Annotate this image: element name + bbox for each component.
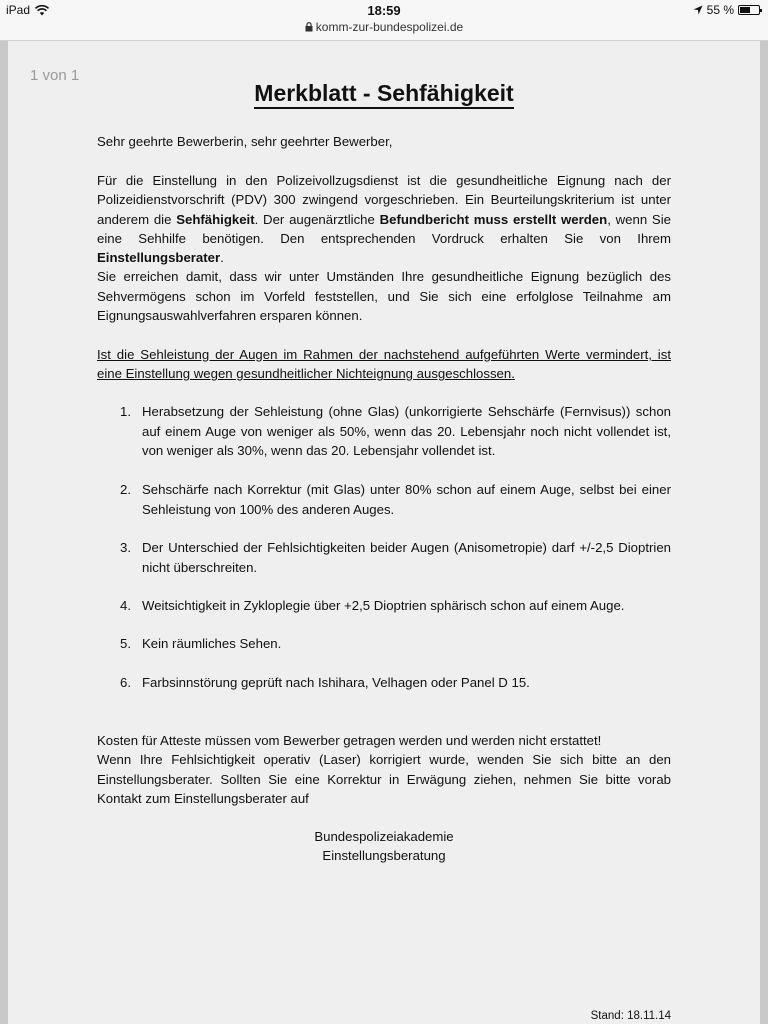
salutation: Sehr geehrte Bewerberin, sehr geehrter Bewerber, [97,134,393,149]
intro-bold-2: Befundbericht muss erstellt werden [379,211,608,227]
location-arrow-icon [693,5,703,15]
status-time: 18:59 [367,3,401,18]
battery-icon [738,5,760,15]
exclusion-notice: Ist die Sehleistung der Augen im Rahmen der nachstehend aufgeführten Werte vermindert, ist eine Einstellung wegen gesundheitlicher Nichteignung ausgeschlossen. [97,347,671,382]
intro-text-1: Für die Einstellung in den Polizeivollzugsdienst ist die gesundheitliche Eignung nach der Polizeidienstvorschrift (PDV) 300 zwingend vorgeschrieben. Ein Beurteilungskriterium ist unter anderem die [97,173,671,227]
intro-text-3: , wenn Sie eine Sehhilfe benötigen. Den entsprechenden Vordruck erhalten Sie von Ihrem [97,211,671,246]
intro-paragraph [97,171,671,325]
document-date: Stand: 18.11.14 [590,1010,671,1022]
list-number: 5. [120,636,131,651]
list-text: Der Unterschied der Fehlsichtigkeiten beider Augen (Anisometropie) darf +/-2,5 Dioptrien nicht überschreiten. [142,540,671,575]
list-text: Farbsinnstörung geprüft nach Ishihara, Velhagen oder Panel D 15. [142,675,530,690]
intro-text-4: . [220,250,224,266]
closing-paragraph [97,731,671,808]
title-text: Merkblatt - Sehfähigkeit [254,80,513,109]
document-title [0,80,768,107]
list-text: Weitsichtigkeit in Zykloplegie über +2,5 Dioptrien sphärisch schon auf einem Auge. [142,598,625,613]
page-indicator: 1 von 1 [30,67,80,84]
list-number: 4. [120,598,131,613]
url-text: komm-zur-bundespolizei.de [315,20,464,34]
laser-text: Wenn Ihre Fehlsichtigkeit operativ (Laser) korrigiert wurde, wenden Sie sich bitte an den Einstellungsberater. Sollten Sie eine Korrektur in Erwägung ziehen, nehmen Sie bitte vorab Kontakt zum Einstellungsberater auf [97,752,671,806]
intro-text-5: Sie erreichen damit, dass wir unter Umständen Ihre gesundheitliche Eignung bezüglich des Sehvermögens schon im Vorfeld feststellen, und Sie sich eine erfolglose Teilnahme am Eignungsauswahlverfahren ersparen können. [97,269,671,324]
status-bar [0,0,768,41]
intro-text-2: . Der augenärztliche [254,211,380,227]
battery-percent: 55 % [706,3,734,17]
battery-fill [740,7,750,13]
list-text: Herabsetzung der Sehleistung (ohne Glas) (unkorrigierte Sehschärfe (Fernvisus)) schon auf einem Auge von weniger als 50%, wenn das 20. Lebensjahr noch nicht vollendet ist, von weniger als 30%, wenn das 20. Lebensjahr vollendet ist. [142,404,671,458]
intro-bold-3: Einstellungsberater [97,250,221,266]
device-label: iPad [6,3,31,17]
list-text: Sehschärfe nach Korrektur (mit Glas) unter 80% schon auf einem Auge, selbst bei einer Sehleistung von 100% des anderen Auges. [142,482,671,517]
intro-bold-1: Sehfähigkeit [176,211,255,227]
costs-text: Kosten für Atteste müssen vom Bewerber getragen werden und werden nicht erstattet! [97,733,602,748]
org-name: Bundespolizeiakademie [314,829,454,844]
list-number: 2. [120,482,131,497]
address-bar[interactable] [0,20,768,34]
list-number: 1. [120,404,131,419]
list-number: 3. [120,540,131,555]
lock-icon [305,22,313,32]
org-department: Einstellungsberatung [322,848,446,863]
list-number: 6. [120,675,131,690]
status-right [693,3,760,17]
list-text: Kein räumliches Sehen. [142,636,282,651]
